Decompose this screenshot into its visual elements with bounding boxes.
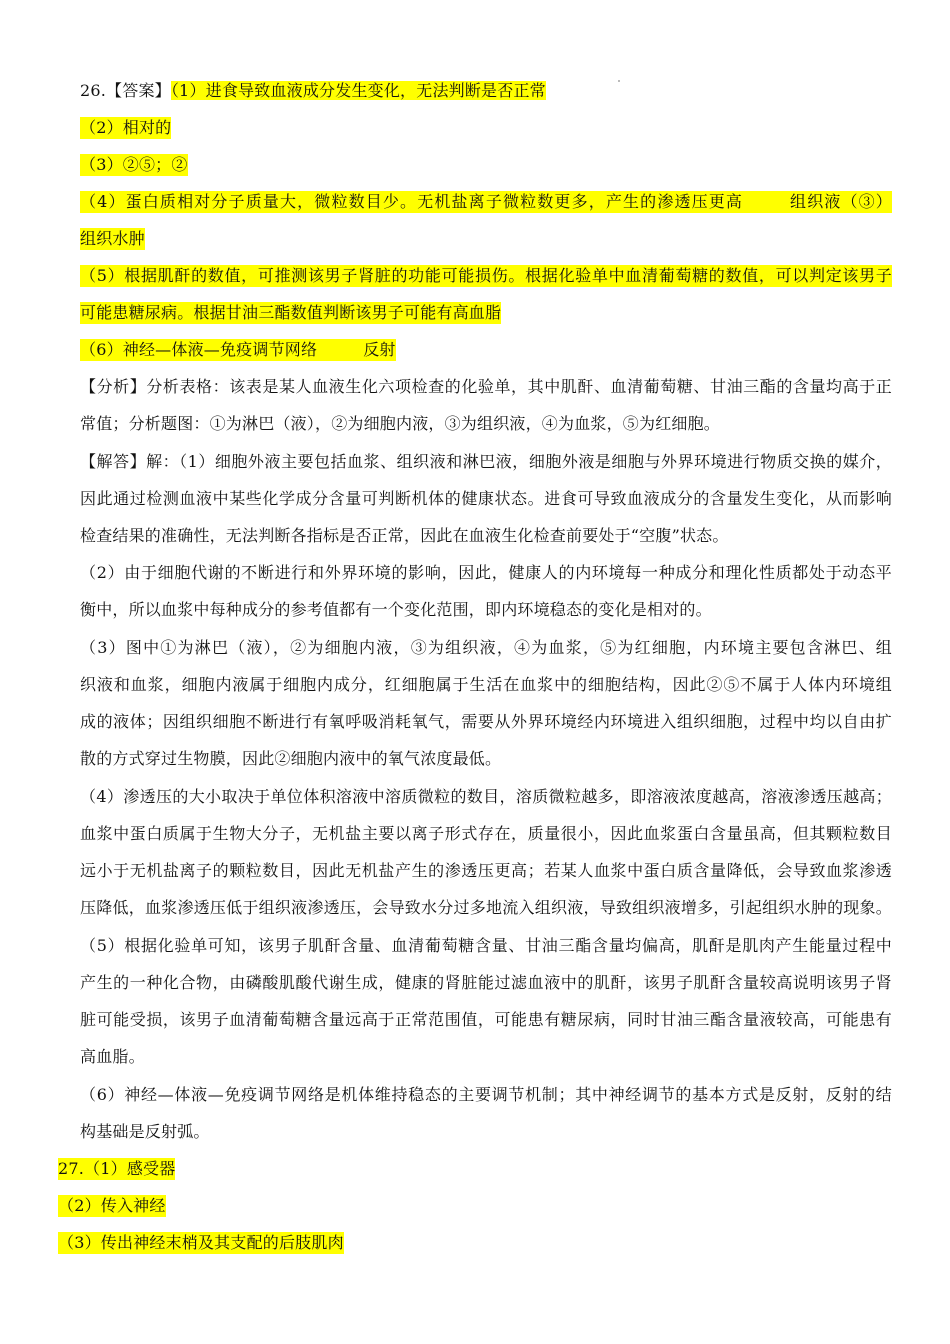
solution-p2-line-2: 衡中，所以血浆中每种成分的参考值都有一个变化范围，即内环境稳态的变化是相对的。 bbox=[80, 600, 712, 619]
solution-p3-line-4: 散的方式穿过生物膜，因此②细胞内液中的氧气浓度最低。 bbox=[80, 749, 502, 768]
q27-answer-2: （2）传入神经 bbox=[58, 1196, 166, 1215]
solution-p4-line-2: 血浆中蛋白质属于生物大分子，无机盐主要以离子形式存在，质量很小，因此血浆蛋白含量虽高，但其颗粒数目 bbox=[80, 824, 892, 843]
solution-p1-line-3: 检查结果的准确性，无法判断各指标是否正常，因此在血液生化检查前要处于“空腹”状态。 bbox=[80, 526, 729, 545]
q26-answer-4a: （4）蛋白质相对分子质量大，微粒数目少。无机盐离子微粒数更多，产生的渗透压更高 bbox=[80, 192, 744, 211]
q26-answer-label: 【答案】 bbox=[106, 81, 171, 100]
q27-number: 27. bbox=[58, 1159, 85, 1178]
solution-p1-line-1: 【解答】解：（1）细胞外液主要包括血浆、组织液和淋巴液，细胞外液是细胞与外界环境进行物质交换的媒介， bbox=[80, 452, 892, 471]
solution-p3-line-3: 成的液体；因组织细胞不断进行有氧呼吸消耗氧气，需要从外界环境经内环境进入组织细胞，过程中均以自由扩 bbox=[80, 712, 892, 731]
q26-number: 26. bbox=[80, 81, 107, 100]
solution-p5-line-1: （5）根据化验单可知，该男子肌酐含量、血清葡萄糖含量、甘油三酯含量均偏高，肌酐是肌肉产生能量过程中 bbox=[80, 936, 892, 955]
solution-p1-line-2: 因此通过检测血液中某些化学成分含量可判断机体的健康状态。进食可导致血液成分的含量发生变化，从而影响 bbox=[80, 489, 892, 508]
solution-p6-line-1: （6）神经—体液—免疫调节网络是机体维持稳态的主要调节机制；其中神经调节的基本方式是反射，反射的结 bbox=[80, 1085, 892, 1104]
solution-p3-line-1: （3）图中①为淋巴（液），②为细胞内液，③为组织液，④为血浆，⑤为红细胞，内环境主要包含淋巴、组 bbox=[80, 638, 892, 657]
q26-answer-3: （3）②⑤；② bbox=[80, 155, 188, 174]
analysis-line-1: 【分析】分析表格：该表是某人血液生化六项检查的化验单，其中肌酐、血清葡萄糖、甘油三酯的含量均高于正 bbox=[80, 377, 892, 396]
q26-answer-4-line-2: 组织水肿 bbox=[80, 229, 145, 248]
q27-answer-3: （3）传出神经末梢及其支配的后肢肌肉 bbox=[58, 1233, 344, 1252]
solution-p2-line-1: （2）由于细胞代谢的不断进行和外界环境的影响，因此，健康人的内环境每一种成分和理化性质都处于动态平 bbox=[80, 563, 892, 582]
solution-p4-line-1: （4）渗透压的大小取决于单位体积溶液中溶质微粒的数目，溶质微粒越多，即溶液浓度越高，溶液渗透压越高； bbox=[80, 787, 892, 806]
solution-p6-line-2: 构基础是反射弧。 bbox=[80, 1122, 210, 1141]
analysis-line-2: 常值；分析题图：①为淋巴（液），②为细胞内液，③为组织液，④为血浆，⑤为红细胞。 bbox=[80, 414, 721, 433]
solution-p4-line-3: 远小于无机盐离子的颗粒数目，因此无机盐产生的渗透压更高；若某人血浆中蛋白质含量降低，会导致血浆渗透 bbox=[80, 861, 892, 880]
q26-answer-6 bbox=[80, 339, 396, 361]
solution-p4-line-4: 压降低，血浆渗透压低于组织液渗透压，会导致水分过多地流入组织液，导致组织液增多，引起组织水肿的现象。 bbox=[80, 898, 892, 917]
solution-p5-line-2: 产生的一种化合物，由磷酸肌酸代谢生成，健康的肾脏能过滤血液中的肌酐，该男子肌酐含量较高说明该男子肾 bbox=[80, 973, 892, 992]
q27-answer-1 bbox=[58, 1158, 175, 1180]
q26-answer-5-line-2: 可能患糖尿病。根据甘油三酯数值判断该男子可能有高血脂 bbox=[80, 303, 502, 322]
q26-answer-line-1 bbox=[80, 80, 546, 102]
q26-answer-6a: （6）神经—体液—免疫调节网络 bbox=[80, 340, 318, 359]
scan-artifact-dot bbox=[618, 80, 620, 82]
q26-answer-5-line-1: （5）根据肌酐的数值，可推测该男子肾脏的功能可能损伤。根据化验单中血清葡萄糖的数值，可以判定该男子 bbox=[80, 266, 892, 285]
solution-p5-line-3: 脏可能受损，该男子血清葡萄糖含量远高于正常范围值，可能患有糖尿病，同时甘油三酯含量液较高，可能患有 bbox=[80, 1010, 892, 1029]
q27-answer-1-text: （1）感受器 bbox=[84, 1159, 176, 1178]
q26-answer-4-line-1 bbox=[80, 191, 892, 213]
solution-p5-line-4: 高血脂。 bbox=[80, 1047, 145, 1066]
q26-answer-1: （1）进食导致血液成分发生变化，无法判断是否正常 bbox=[170, 81, 546, 100]
solution-p3-line-2: 织液和血浆，细胞内液属于细胞内成分，红细胞属于生活在血浆中的细胞结构，因此②⑤不属于人体内环境组 bbox=[80, 675, 892, 694]
q26-answer-4b: 组织液（③） bbox=[789, 192, 893, 211]
q26-answer-6b: 反射 bbox=[363, 340, 396, 359]
q26-answer-2: （2）相对的 bbox=[80, 118, 172, 137]
